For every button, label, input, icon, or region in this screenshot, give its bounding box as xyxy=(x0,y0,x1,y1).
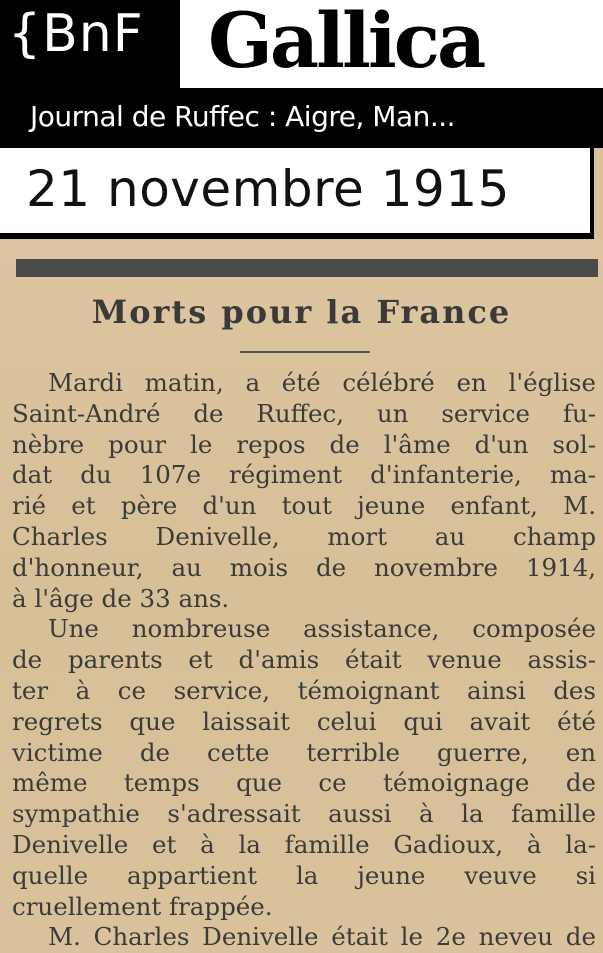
gallica-logo[interactable]: Gallica xyxy=(208,0,484,85)
issue-date: 21 novembre 1915 xyxy=(26,160,510,218)
article-heading: Morts pour la France xyxy=(91,293,512,331)
title-bar xyxy=(0,88,603,148)
article-line: M. Charles Denivelle était le 2e neveu de xyxy=(48,922,596,952)
article-line: cruellement frappée. xyxy=(12,891,273,921)
date-banner xyxy=(0,148,594,239)
newspaper-scan xyxy=(0,241,603,952)
article-line: dat du 107e régiment d'infanterie, ma- xyxy=(12,460,596,490)
bnf-logo[interactable]: {BnF xyxy=(8,4,144,64)
article-line: quelle appartient la jeune veuve si xyxy=(12,860,596,890)
article-line: de parents et d'amis était venue assis- xyxy=(12,645,596,675)
article-line: même temps que ce témoignage de xyxy=(12,768,596,798)
gallica-header xyxy=(180,0,603,88)
article-line: regrets que laissait celui qui avait été xyxy=(12,706,596,736)
article-line: Saint-André de Ruffec, un service fu- xyxy=(12,398,596,428)
article-line: victime de cette terrible guerre, en xyxy=(12,737,596,767)
article-line: Charles Denivelle, mort au champ xyxy=(12,521,596,551)
bnf-header xyxy=(0,0,180,88)
article-line: Mardi matin, a été célébré en l'église xyxy=(48,368,596,397)
article-line: nèbre pour le repos de l'âme d'un sol- xyxy=(12,429,596,459)
article-body xyxy=(12,368,596,953)
article-line: d'honneur, au mois de novembre 1914, xyxy=(12,552,596,582)
heading-rule xyxy=(240,351,370,353)
article-line: Denivelle et à la famille Gadioux, à la- xyxy=(12,829,596,859)
article-line: sympathie s'adressait aussi à la famille xyxy=(12,799,596,829)
article-line: à l'âge de 33 ans. xyxy=(12,583,230,613)
article-line: ter à ce service, témoignant ainsi des xyxy=(12,675,596,705)
article-line: Une nombreuse assistance, composée xyxy=(48,614,596,644)
article-line: rié et père d'un tout jeune enfant, M. xyxy=(12,491,596,521)
journal-title[interactable]: Journal de Ruffec : Aigre, Man... xyxy=(30,100,456,133)
top-rule xyxy=(16,259,598,277)
